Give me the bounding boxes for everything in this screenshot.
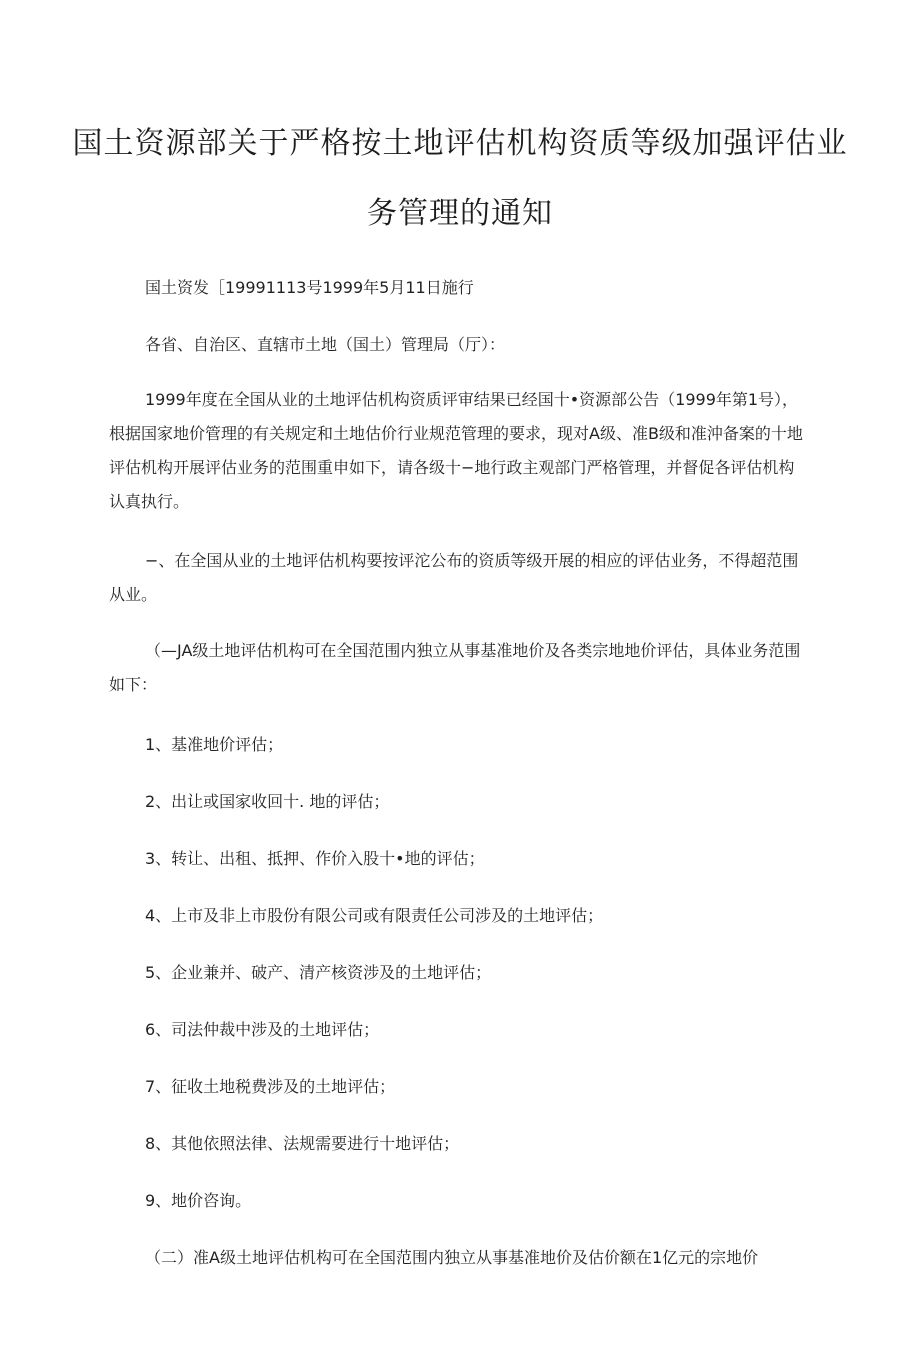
list-item: 4、上市及非上市股份有限公司或有限责任公司涉及的土地评估；	[145, 906, 604, 925]
section-1-paragraph: −、在全国从业的土地评估机构要按评沱公布的资质等级开展的相应的评估业务，不得超范围从业。	[109, 551, 799, 604]
list-item: 9、地价咨询。	[145, 1191, 252, 1210]
subsection-2-paragraph: （二）准A级土地评估机构可在全国范围内独立从事基准地价及估价额在1亿元的宗地价	[145, 1248, 759, 1267]
list-item: 2、出让或国家收回十. 地的评估；	[145, 792, 390, 811]
list-item: 7、征收土地税费涉及的土地评估；	[145, 1077, 396, 1096]
document-title-line-1: 国土资源部关于严格按土地评估机构资质等级加强评估业	[72, 126, 848, 161]
document-number: 国土资发［19991113号1999年5月11日施行	[145, 278, 474, 297]
list-item: 1、基准地价评估；	[145, 735, 284, 754]
list-item: 3、转让、出租、抵押、作价入股十•地的评估；	[145, 849, 485, 868]
document-title-line-2: 务管理的通知	[367, 196, 553, 231]
list-item: 8、其他依照法律、法规需要进行十地评估；	[145, 1134, 460, 1153]
list-item: 6、司法仲裁中涉及的土地评估；	[145, 1020, 380, 1039]
subsection-1-paragraph: （—JA级土地评估机构可在全国范围内独立从事基准地价及各类宗地地价评估，具体业务范围如下：	[109, 641, 801, 694]
list-item: 5、企业兼并、破产、清产核资涉及的土地评估；	[145, 963, 492, 982]
intro-paragraph: 1999年度在全国从业的土地评估机构资质评审结果已经国十•资源部公告（1999年第1号），根据国家地价管理的有关规定和土地估价行业规范管理的要求，现对A级、准B级和准沖备案的十地评估机构开展评估业务的范围重申如下，请各级十−地行政主观部门严格管理，并督促各评估机构认真执行。	[109, 390, 803, 511]
addressee-line: 各省、自治区、直辖市土地（国土）管理局（厅）：	[145, 335, 506, 354]
